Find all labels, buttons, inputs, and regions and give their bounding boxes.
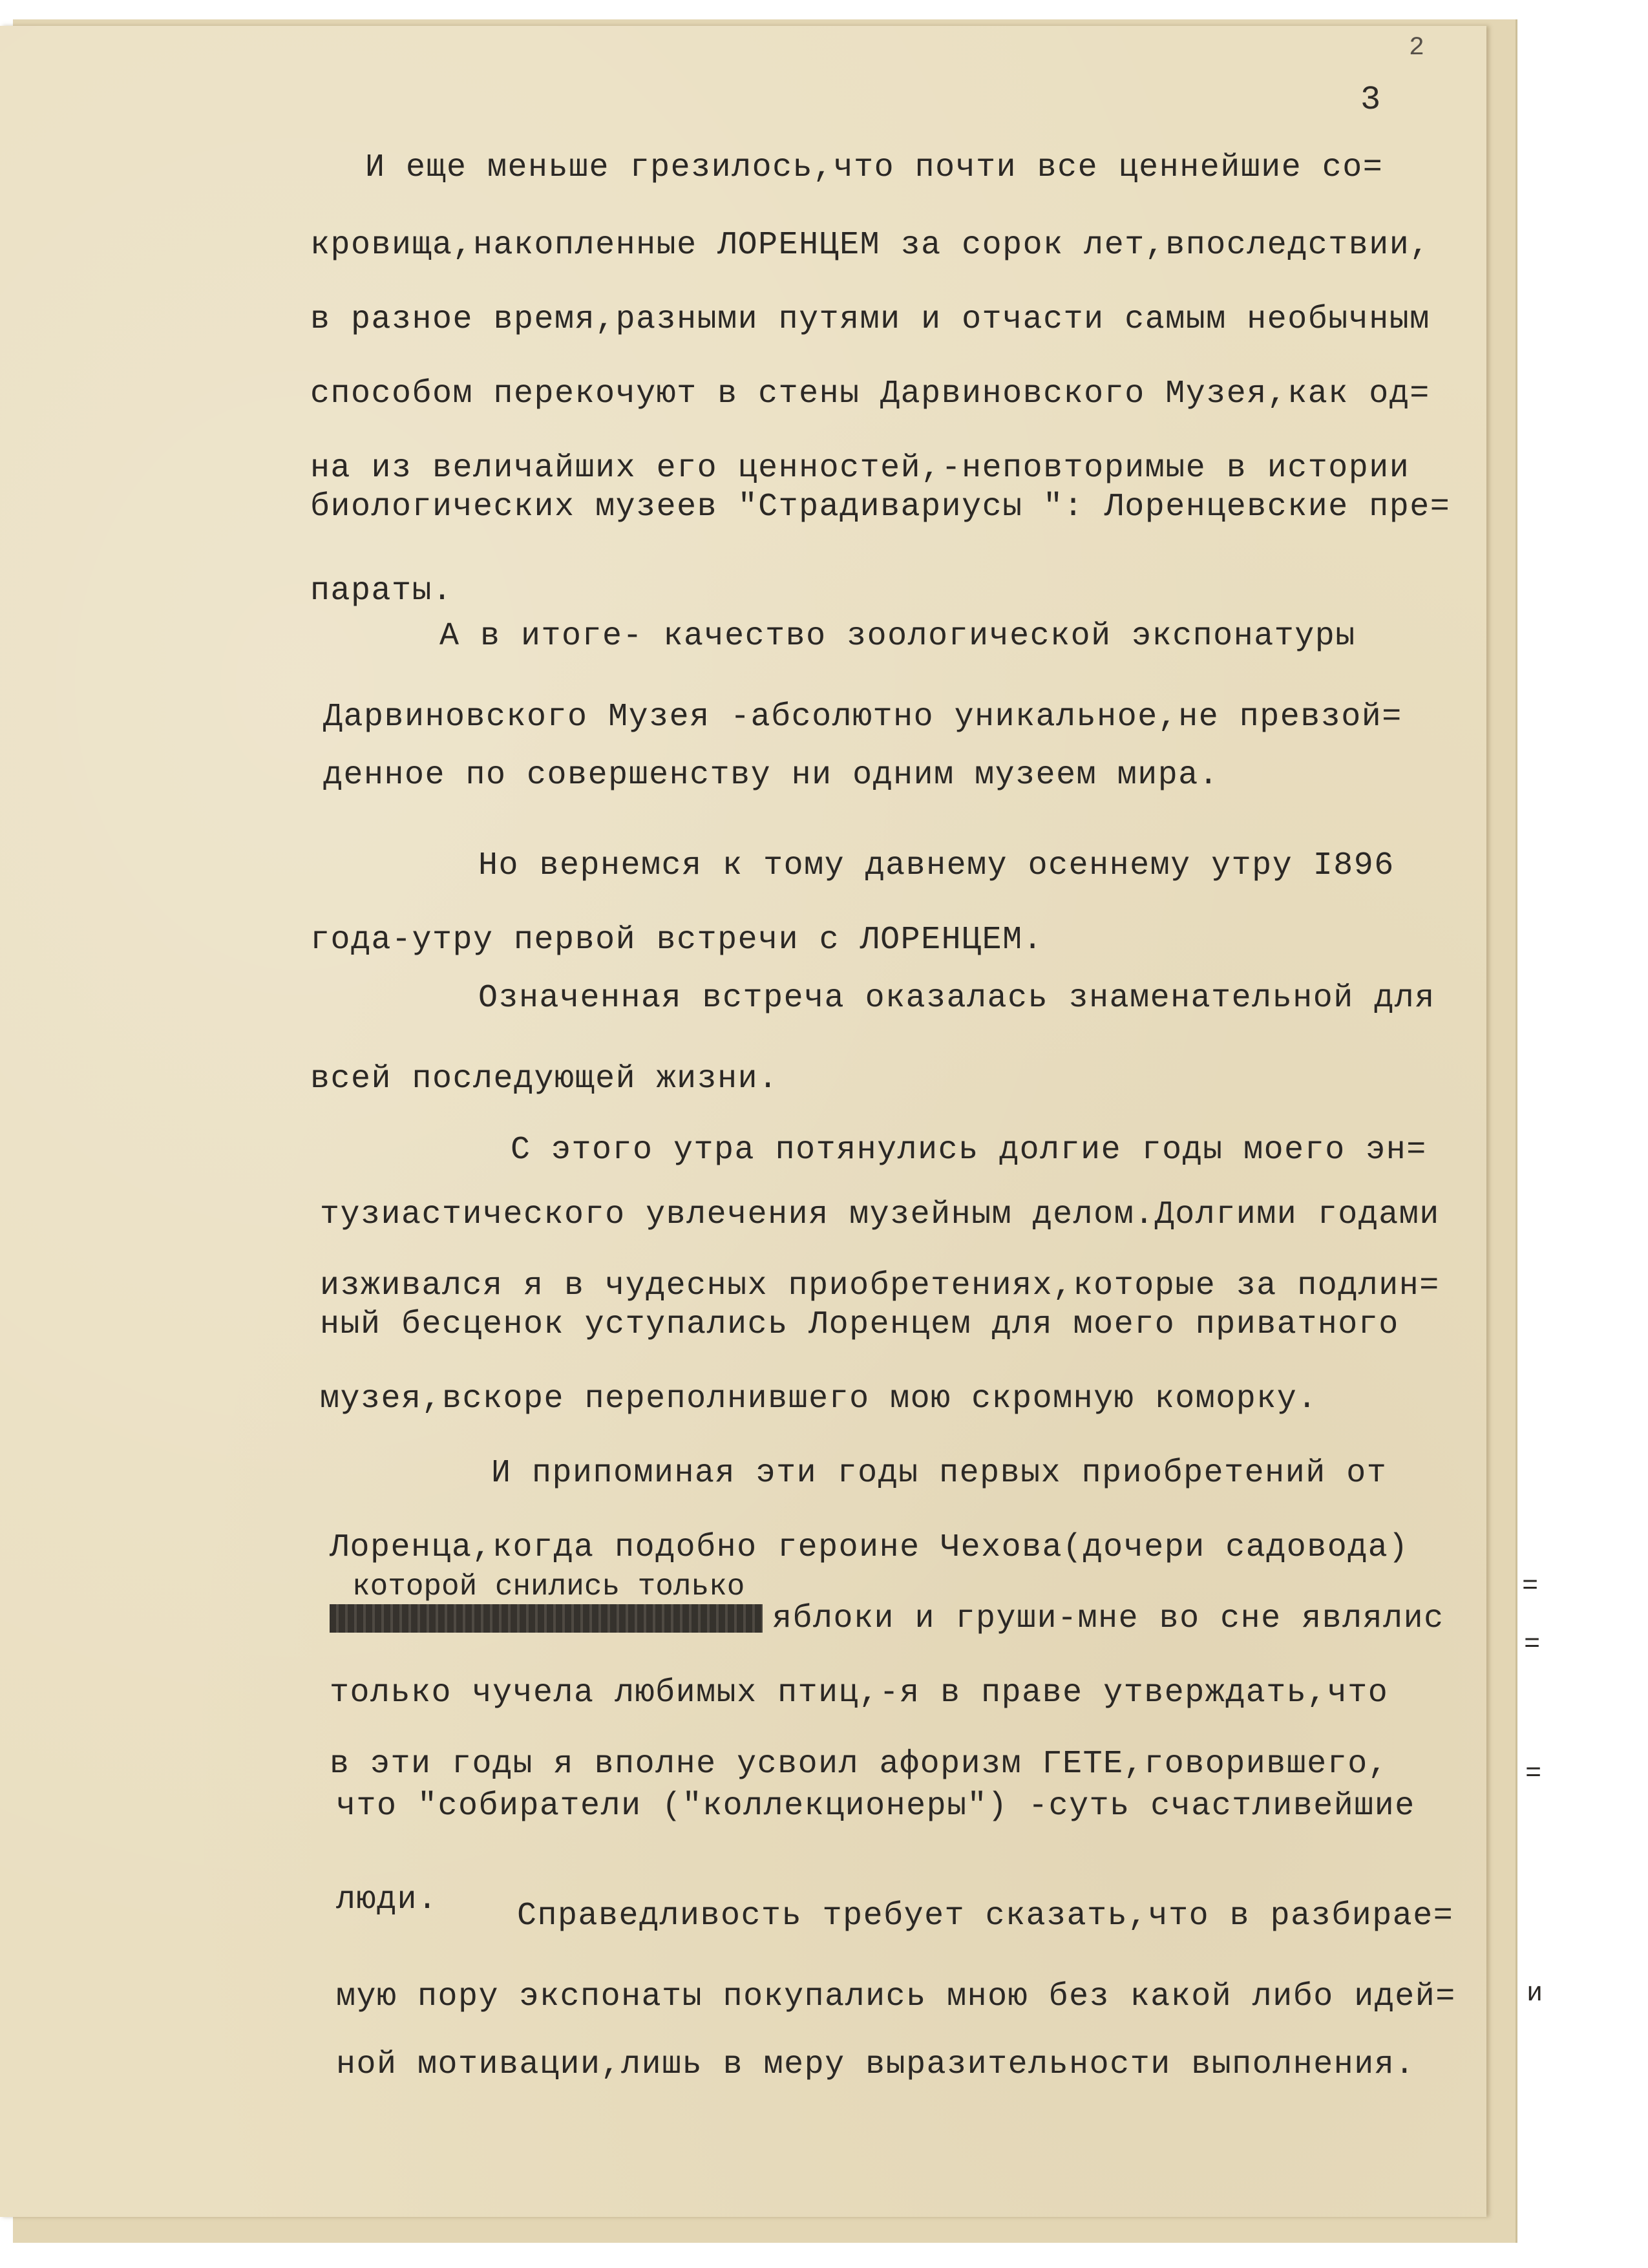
text-line: яблоки и груши-мне во сне являлис — [772, 1600, 1444, 1637]
text-line: биологических музеев "Страдивариусы ": Лоренцевские пре= — [310, 489, 1451, 525]
text-line: мую пору экспонаты покупались мною без какой либо идей= — [336, 1978, 1456, 2015]
text-line: изживался я в чудесных приобретениях,которые за подлин= — [320, 1267, 1440, 1304]
text-line: в разное время,разными путями и отчасти самым необычным — [310, 301, 1430, 338]
margin-mark: и — [1527, 1978, 1543, 2009]
text-line: в эти годы я вполне усвоил афоризм ГЕТЕ,говорившего, — [330, 1746, 1389, 1783]
text-line: года-утру первой встречи с ЛОРЕНЦЕМ. — [310, 922, 1044, 959]
handwritten-insert: которой снились только — [352, 1570, 745, 1604]
text-line: на из величайших его ценностей,-неповторимые в истории — [310, 450, 1410, 487]
typewritten-sheet — [0, 26, 1486, 2217]
text-line: И припоминая эти годы первых приобретений от — [491, 1455, 1388, 1492]
text-line: ный бесценок уступались Лоренцем для моего приватного — [320, 1306, 1399, 1343]
text-line: Означенная встреча оказалась знаменательной для — [478, 980, 1435, 1017]
text-line: Лоренца,когда подобно героине Чехова(дочери садовода) — [330, 1529, 1409, 1566]
text-line: тузиастического увлечения музейным делом.Долгими годами — [320, 1196, 1440, 1233]
text-line: только чучела любимых птиц,-я в праве утверждать,что — [330, 1675, 1389, 1712]
text-line: музея,вскоре переполнившего мою скромную коморку. — [320, 1381, 1318, 1417]
page-number: 3 — [1360, 81, 1381, 119]
text-line: С этого утра потянулись долгие годы моего эн= — [511, 1132, 1427, 1169]
margin-mark: = — [1525, 1758, 1542, 1789]
text-line: люди. — [336, 1881, 438, 1918]
text-line: И еще меньше грезилось,что почти все ценнейшие со= — [365, 149, 1384, 186]
text-line: всей последующей жизни. — [310, 1061, 779, 1097]
text-line: Дарвиновского Музея -абсолютно уникальное,не превзой= — [323, 699, 1402, 736]
text-line: способом перекочуют в стены Дарвиновского Музея,как од= — [310, 376, 1430, 412]
margin-mark: = — [1524, 1629, 1541, 1660]
corner-mark: 2 — [1409, 34, 1425, 63]
text-line: ной мотивации,лишь в меру выразительности выполнения. — [336, 2046, 1415, 2083]
struck-out-text — [330, 1604, 763, 1633]
text-line: параты. — [310, 573, 453, 609]
text-line: Справедливость требует сказать,что в разбирае= — [517, 1898, 1454, 1934]
text-line: кровища,накопленные ЛОРЕНЦЕМ за сорок лет,впоследствии, — [310, 227, 1430, 264]
text-line: А в итоге- качество зоологической экспонатуры — [439, 618, 1356, 655]
margin-mark: = — [1522, 1571, 1539, 1602]
text-line: денное по совершенству ни одним музеем мира. — [323, 757, 1220, 794]
text-line: что "собиратели ("коллекционеры") -суть счастливейшие — [336, 1788, 1415, 1825]
text-line: Но вернемся к тому давнему осеннему утру I896 — [478, 847, 1395, 884]
